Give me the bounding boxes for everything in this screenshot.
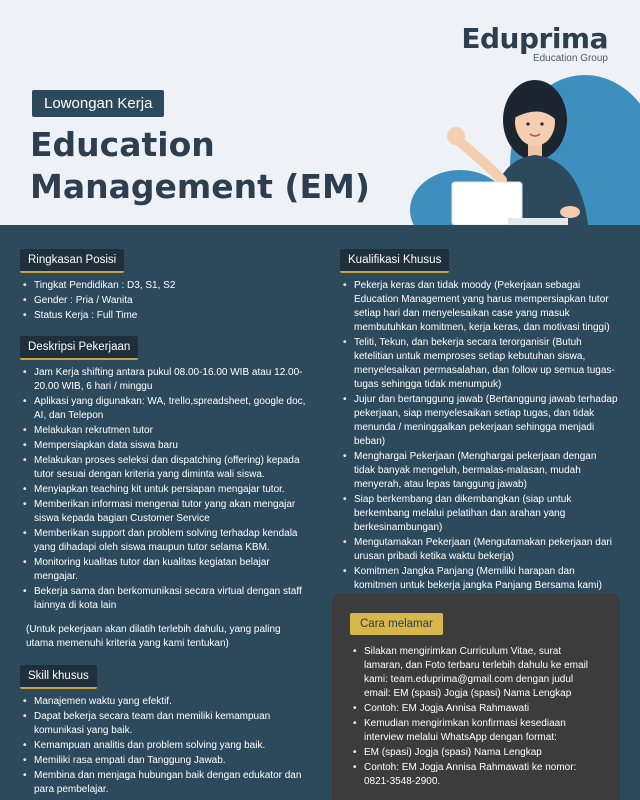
job-badge: Lowongan Kerja [32,90,164,117]
apply-panel [332,593,620,800]
list-item: • Memberikan informasi mengenai tutor yang akan mengajar siswa kepada bagian Customer Service [20,498,310,526]
title-line-2: Management (EM) [30,167,370,206]
header-area [0,0,640,225]
section-heading-kualifikasi: Kualifikasi Khusus [340,249,449,273]
list-item: • Jam Kerja shifting antara pukul 08.00-16.00 WIB atau 12.00-20.00 WIB, 6 hari / minggu [20,366,310,394]
section-heading-deskripsi: Deskripsi Pekerjaan [20,336,138,360]
list-item: • Contoh: EM Jogja Annisa Rahmawati ke nomor: 0821-3548-2900. [350,761,602,789]
list-item: • Komitmen Jangka Panjang (Memiliki harapan dan komitmen untuk bekerja jangka Panjang Bersama kami) [340,565,620,593]
skill-list [20,695,310,797]
illustration [390,60,640,225]
kualifikasi-list [340,279,620,593]
list-item: • EM (spasi) Jogja (spasi) Nama Lengkap [350,746,602,760]
right-column [340,249,620,594]
list-item: • Menghargai Pekerjaan (Menghargai pekerjaan dengan tidak banyak mengeluh, bermalas-malasan, mudah menyerah, atau lepas tanggung jawab) [340,450,620,492]
page-title [30,124,370,208]
section-heading-ringkasan: Ringkasan Posisi [20,249,124,273]
list-item: • Melakukan proses seleksi dan dispatching (offering) kepada tutor sesuai dengan kriteria yang diminta wali siswa. [20,454,310,482]
list-item: • Tingkat Pendidikan : D3, S1, S2 [20,279,310,293]
left-column [20,249,310,798]
list-item: • Melakukan rekrutmen tutor [20,424,310,438]
list-item: • Monitoring kualitas tutor dan kualitas kegiatan belajar mengajar. [20,556,310,584]
list-item: • Silakan mengirimkan Curriculum Vitae, surat lamaran, dan Foto terbaru terlebih dahulu ke email kami: team.eduprima@gmail.com dengan judul email: EM (spasi) Jogja (spasi) Nama Lengkap [350,645,602,701]
list-item: • Contoh: EM Jogja Annisa Rahmawati [350,702,602,716]
woman-with-laptop-icon [390,60,640,225]
section-heading-skill: Skill khusus [20,665,97,689]
list-item: • Dapat bekerja secara team dan memiliki kemampuan komunikasi yang baik. [20,710,310,738]
list-item: • Status Kerja : Full Time [20,309,310,323]
list-item: • Gender : Pria / Wanita [20,294,310,308]
list-item: • Kemampuan analitis dan problem solving yang baik. [20,739,310,753]
list-item: • Mengutamakan Pekerjaan (Mengutamakan pekerjaan dari urusan pribadi ketika waktu bekerja) [340,536,620,564]
list-item: • Membina dan menjaga hubungan baik dengan edukator dan para pembelajar. [20,769,310,797]
list-item: • Pekerja keras dan tidak moody (Pekerjaan sebagai Education Management yang harus mempersiapkan tutor setiap hari dan menyelesaikan case yang masuk membutuhkan komitmen, kerja keras, dan motivasi tinggi) [340,279,620,335]
list-item: • Memiliki rasa empati dan Tanggung Jawab. [20,754,310,768]
list-item: • Menyiapkan teaching kit untuk persiapan mengajar tutor. [20,483,310,497]
list-item: • Teliti, Tekun, dan bekerja secara terorganisir (Butuh ketelitian untuk memproses setiap kebutuhan siswa, menyelesaikan permasalahan, dan follow up semua tugas-tugas sehingga tidak menumpuk) [340,336,620,392]
melamar-list [350,645,602,789]
list-item: • Aplikasi yang digunakan: WA, trello,spreadsheet, google doc, AI, dan Telepon [20,395,310,423]
list-item: • Siap berkembang dan dikembangkan (siap untuk berkembang melalui pelatihan dan arahan yang berkesinambungan) [340,493,620,535]
list-item: • Mempersiapkan data siswa baru [20,439,310,453]
title-line-1: Education [30,125,215,164]
list-item: • Jujur dan bertanggung jawab (Bertanggung jawab terhadap pekerjaan, siap menyelesaikan setiap tugas, dan tidak menunda / meninggalkan pekerjaan sehingga menjadi beban) [340,393,620,449]
brand-name: Eduprima [461,22,608,55]
list-item: • Manajemen waktu yang efektif. [20,695,310,709]
deskripsi-list [20,366,310,613]
brand-logo [461,22,608,64]
list-item: • Bekerja sama dan berkomunikasi secara virtual dengan staff lainnya di kota lain [20,585,310,613]
list-item: • Kemudian mengirimkan konfirmasi kesediaan interview melalui WhatsApp dengan format: [350,717,602,745]
section-heading-melamar: Cara melamar [350,613,443,635]
content-area [0,225,640,800]
ringkasan-list [20,279,310,323]
brand-subtitle: Education Group [532,53,608,64]
training-note: (Untuk pekerjaan akan dilatih terlebih dahulu, yang paling utama memenuhi kriteria yang kami tentukan) [26,624,281,649]
list-item: • Memberikan support dan problem solving terhadap kendala yang dihadapi oleh siswa maupun tutor selama KBM. [20,527,310,555]
